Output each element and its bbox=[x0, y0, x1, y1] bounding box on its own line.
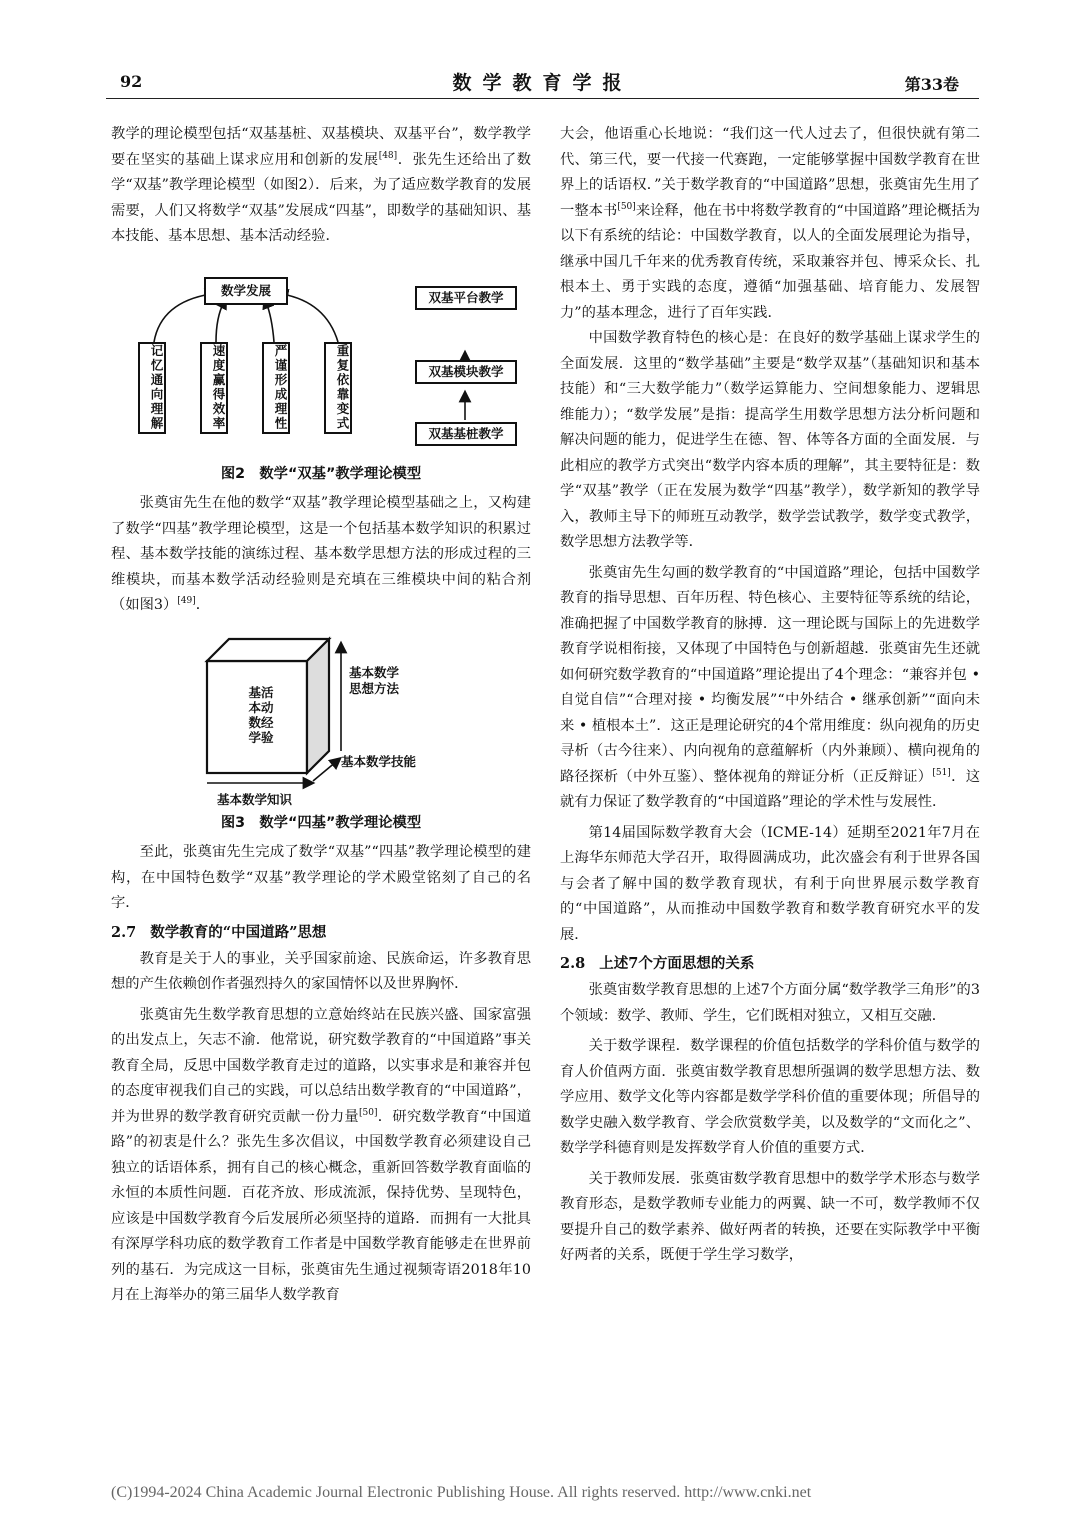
cube-label-line: 基活 bbox=[248, 684, 274, 700]
figure-2 bbox=[116, 272, 526, 450]
box-branch-2: 速度赢得效率 bbox=[200, 342, 228, 434]
paragraph: 张奠宙先生在他的数学“双基”教学理论模型基础之上，又构建了数学“四基”教学理论模型，这是一个包括基本数学知识的积累过程、基本数学技能的演练过程、基本数学思想方法的形成过程的三维模块，而基本数学活动经验则是充填在三维模块中间的粘合剂（如图3）[49]． bbox=[111, 495, 531, 613]
header-rule bbox=[106, 98, 979, 99]
box-branch-3: 严谨形成理性 bbox=[262, 342, 290, 434]
right-column bbox=[560, 122, 980, 1269]
journal-title: 数学教育学报 bbox=[452, 72, 633, 94]
paragraph: 教学的理论模型包括“双基基桩、双基模块、双基平台”，数学教学要在坚实的基础上谋求应用和创新的发展[48]．张先生还给出了数学“双基”教学理论模型（如图2）．后来，为了适应数学教育的发展需要，人们又将数学“双基”发展成“四基”，即数学的基础知识、基本技能、基本思想、基本活动经验． bbox=[111, 126, 532, 244]
box-pile-teaching: 双基基桩教学 bbox=[415, 422, 517, 446]
paragraph: 张奠宙先生勾画的数学教育的“中国道路”理论，包括中国数学教育的指导思想、百年历程、特色核心、主要特征等系统的结论，准确把握了中国数学教育的脉搏．这一理论既与国际上的先进数学教育学说相衔接，又体现了中国特色与创新超越．张奠宙先生还就如何研究数学教育的“中国道路”理论提出了4个理念：“兼容并包 • 自觉自信”“合理对接 • 均衡发展”“中外结合 • 继承创新”“面向未来 • 植根本土”．这正是理论研究的4个常用维度：纵向视角的历史寻析（古今往来）、内向视角的意蕴解析（内外兼顾）、横向视角的路径探析（中外互鉴）、整体视角的辩证分析（正反辩证）[51]．这就有力保证了数学教育的“中国道路”理论的学术性与发展性． bbox=[560, 564, 981, 810]
figure-3-cube bbox=[201, 631, 441, 801]
section-heading-2-8: 2.8 上述7个方面思想的关系 bbox=[560, 955, 755, 972]
box-math-development: 数学发展 bbox=[204, 277, 288, 305]
cube-center-label bbox=[241, 685, 281, 745]
cube-label-line: 数经 bbox=[248, 714, 274, 730]
paragraph: 关于数学课程．数学课程的价值包括数学的学科价值与数学的育人价值两方面．张奠宙数学教育思想所强调的数学思想方法、数学应用、数学文化等内容都是数学学科价值的重要体现；所倡导的数学史融入数学教育、学会欣赏数学美，以及数学的“文而化之”、数学学科德育则是发挥数学育人价值的重要方式． bbox=[560, 1038, 980, 1156]
box-branch-1: 记忆通向理解 bbox=[138, 342, 166, 434]
figure-3-caption: 图3 数学“四基”教学理论模型 bbox=[220, 814, 422, 831]
up-axis-label-line: 基本数学 bbox=[349, 664, 400, 680]
paragraph: 大会，他语重心长地说：“我们这一代人过去了，但很快就有第二代、第三代，要一代接一代赛跑，一定能够掌握中国数学教育在世界上的话语权．”关于数学教育的“中国道路”思想，张奠宙先生用了一整本书[50]来诠释，他在书中将数学教育的“中国道路”理论概括为以下有系统的结论：中国数学教育，以人的全面发展理论为指导，继承中国几千年来的优秀教育传统，采取兼容并包、博采众长、扎根本土、勇于实践的态度，遵循“加强基础、培育能力、发展智力”的基本理念，进行了百年实践． bbox=[560, 126, 980, 321]
page-number: 92 bbox=[120, 72, 143, 91]
figure-3 bbox=[201, 631, 441, 807]
paragraph: 教育是关于人的事业，关乎国家前途、民族命运，许多教育思想的产生依赖创作者强烈持久的家国情怀以及世界胸怀． bbox=[111, 950, 531, 992]
paragraph: 张奠宙先生数学教育思想的立意始终站在民族兴盛、国家富强的出发点上，矢志不渝．他常说，研究数学教育的“中国道路”事关教育全局，反思中国数学教育走过的道路，以实事求是和兼容并包的态度审视我们自己的实践，可以总结出数学教育的“中国道路”，并为世界的数学教育研究贡献一份力量[50]．研究数学教育“中国道路”的初衷是什么？张先生多次倡议，中国数学教育必须建设自己独立的话语体系，拥有自己的核心概念，重新回答数学教育面临的永恒的本质性问题．百花齐放、形成流派，保持优势、呈现特色，应该是中国数学教育今后发展所必须坚持的道路．而拥有一大批具有深厚学科功底的数学教育工作者是中国数学教育能够走在世界前列的基石．为完成这一目标，张奠宙先生通过视频寄语2018年10月在上海举办的第三届华人数学教育 bbox=[111, 1006, 532, 1303]
paragraph: 第14届国际数学教育大会（ICME-14）延期至2021年7月在上海华东师范大学召开，取得圆满成功，此次盛会有利于世界各国与会者了解中国的数学教育现状，有利于向世界展示数学教育的“中国道路”，从而推动中国数学教育和数学教育研究水平的发展． bbox=[560, 824, 980, 943]
cube-label-line: 学验 bbox=[248, 729, 274, 745]
paragraph: 张奠宙数学教育思想的上述7个方面分属“数学教学三角形”的3个领域：数学、教师、学生，它们既相对独立，又相互交融． bbox=[560, 982, 980, 1024]
figure-2-caption: 图2 数学“双基”教学理论模型 bbox=[220, 465, 422, 482]
paragraph: 关于教师发展．张奠宙数学教育思想中的数学学术形态与数学教育形态，是数学教师专业能力的两翼、缺一不可，数学教师不仅要提升自己的数学素养、做好两者的转换，还要在实际教学中平衡好两者的关系，既便于学生学习数学， bbox=[560, 1170, 980, 1263]
paragraph: 至此，张奠宙先生完成了数学“双基”“四基”教学理论模型的建构，在中国特色数学“双基”教学理论的学术殿堂铭刻了自己的名字． bbox=[111, 844, 531, 911]
up-axis-label bbox=[349, 665, 399, 697]
copyright-footer: (C)1994-2024 China Academic Journal Electronic Publishing House. All rights reserved. http://www.cnki.net bbox=[111, 1484, 812, 1501]
paragraph: 中国数学教育特色的核心是：在良好的数学基础上谋求学生的全面发展．这里的“数学基础”主要是“数学双基”（基础知识和基本技能）和“三大数学能力”（数学运算能力、空间想象能力、逻辑思维能力）；“数学发展”是指：提高学生用数学思想方法分析问题和解决问题的能力，促进学生在德、智、体等各方面的全面发展．与此相应的教学方式突出“数学内容本质的理解”，其主要特征是：数学“双基”教学（正在发展为数学“四基”教学），数学新知的教学导入，教师主导下的师班互动教学，数学尝试教学，数学变式教学，数学思想方法教学等． bbox=[560, 330, 980, 550]
box-module-teaching: 双基模块教学 bbox=[415, 360, 517, 384]
left-column bbox=[111, 122, 531, 1309]
bottom-axis-label: 基本数学知识 bbox=[217, 791, 293, 807]
box-branch-4: 重复依靠变式 bbox=[324, 342, 352, 434]
cube-label-line: 本动 bbox=[248, 699, 274, 715]
section-heading-2-7: 2.7 数学教育的“中国道路”思想 bbox=[111, 923, 327, 941]
box-platform-teaching: 双基平台教学 bbox=[415, 286, 517, 310]
running-header bbox=[106, 68, 979, 98]
volume-label: 第33卷 bbox=[904, 75, 959, 94]
up-axis-label-line: 思想方法 bbox=[349, 680, 400, 696]
diag-axis-label: 基本数学技能 bbox=[341, 753, 417, 769]
